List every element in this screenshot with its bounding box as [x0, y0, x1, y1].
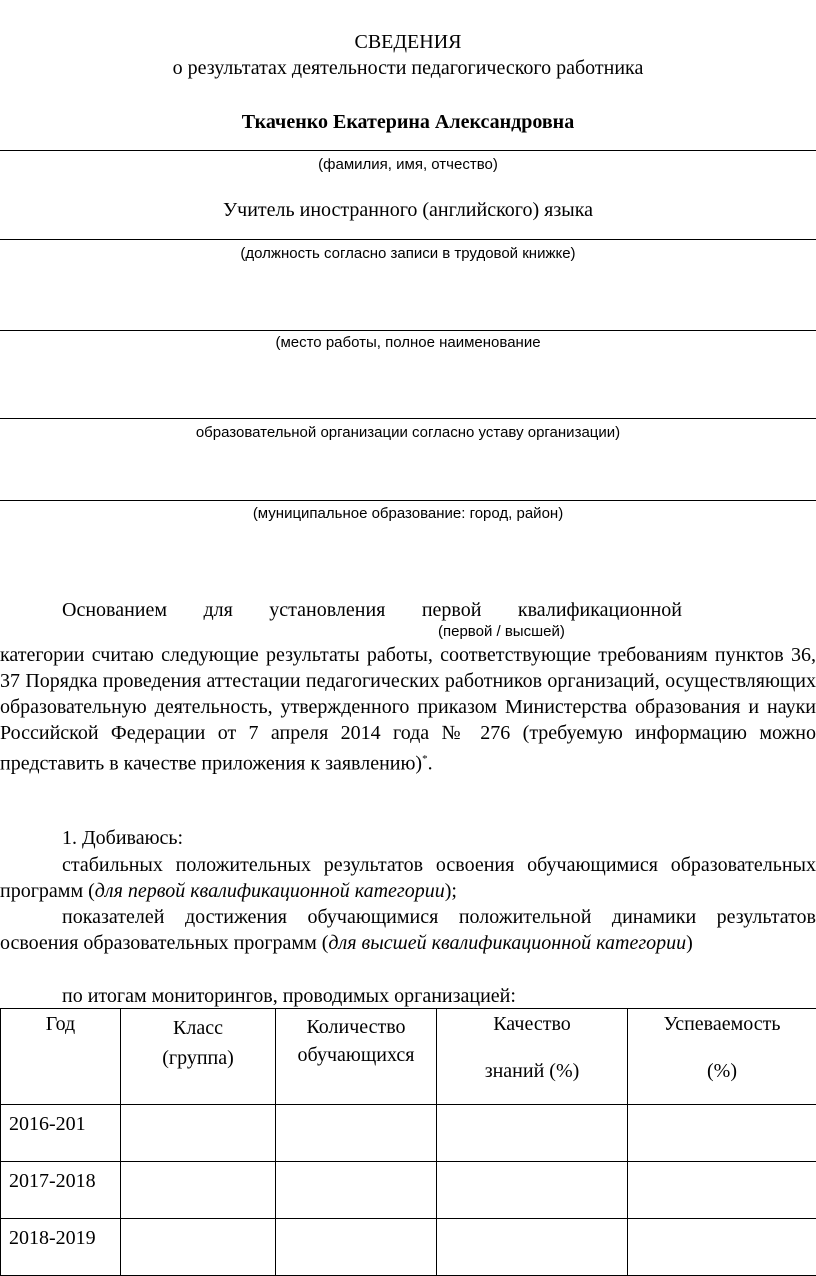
document-title: СВЕДЕНИЯ: [0, 30, 816, 54]
table-row: [1, 1162, 816, 1219]
category-caption: (первой / высшей): [438, 623, 565, 641]
item1-text: стабильных положительных результатов освоения обучающимися образовательных программ (: [0, 854, 816, 902]
header-class-sub: (группа): [121, 1043, 275, 1073]
employee-position: Учитель иностранного (английского) языка: [0, 198, 816, 222]
header-students-label: Количество: [276, 1013, 436, 1041]
cell-quality: [437, 1162, 628, 1219]
cell-students: [276, 1162, 437, 1219]
header-progress-label: Успеваемость: [628, 1013, 816, 1036]
cell-progress: [628, 1219, 816, 1276]
cell-progress: [628, 1162, 816, 1219]
table-row: [1, 1105, 816, 1162]
cell-progress: [628, 1105, 816, 1162]
basis-body-text: категории считаю следующие результаты работы, соответствующие требованиям пунктов 36, 37 Порядка проведения аттестации педагогических работников организаций, осуществляющих образовательную деятельность, утвержденного приказом Министерства образования и науки Российской Федерации от 7 апреля 2014 года № 276 (требуемую информацию можно представить в качестве приложения к заявлению): [0, 644, 816, 775]
workplace-underline: [0, 330, 816, 331]
workplace-caption: (место работы, полное наименование: [0, 334, 816, 352]
header-quality-label: Качество: [437, 1013, 627, 1036]
cell-year: 2018-2019: [1, 1219, 121, 1276]
cell-year: 2017-2018: [1, 1162, 121, 1219]
section-heading: 1. Добиваюсь:: [62, 826, 183, 850]
header-progress: [628, 1009, 816, 1105]
organization-underline: [0, 418, 816, 419]
header-students-sub: обучающихся: [276, 1041, 436, 1069]
header-year: [1, 1009, 121, 1105]
cell-students: [276, 1105, 437, 1162]
municipality-caption: (муниципальное образование: город, район): [0, 505, 816, 523]
cell-year: 2016-201: [1, 1105, 121, 1162]
basis-end: .: [428, 753, 433, 775]
monitoring-text: по итогам мониторингов, проводимых организацией:: [62, 984, 516, 1008]
basis-lead-text: Основанием для установления первой квалификационной: [62, 598, 682, 622]
header-quality-sub: знаний (%): [437, 1060, 627, 1083]
position-underline: [0, 239, 816, 240]
header-progress-sub: (%): [628, 1060, 816, 1083]
full-name-underline: [0, 150, 816, 151]
cell-quality: [437, 1105, 628, 1162]
item2-text: показателей достижения обучающимися положительной динамики результатов освоения образовательных программ (: [0, 906, 816, 954]
document-subtitle: о результатах деятельности педагогического работника: [0, 56, 816, 80]
header-students: [276, 1009, 437, 1105]
cell-class: [121, 1219, 276, 1276]
header-year-label: Год: [1, 1013, 120, 1036]
cell-students: [276, 1219, 437, 1276]
achievement-item-highest-category: [0, 904, 816, 956]
organization-caption: образовательной организации согласно уставу организации): [0, 424, 816, 442]
municipality-underline: [0, 500, 816, 501]
position-caption: (должность согласно записи в трудовой книжке): [0, 245, 816, 263]
header-class-label: Класс: [121, 1013, 275, 1043]
item1-end: );: [445, 880, 457, 902]
achievement-item-first-category: [0, 852, 816, 904]
item1-italic-note: для первой квалификационной категории: [95, 880, 445, 902]
full-name-caption: (фамилия, имя, отчество): [0, 156, 816, 174]
cell-quality: [437, 1219, 628, 1276]
item2-end: ): [686, 932, 693, 954]
item2-italic-note: для высшей квалификационной категории: [328, 932, 686, 954]
table-row: [1, 1219, 816, 1276]
basis-body-paragraph: [0, 642, 816, 777]
header-quality: [437, 1009, 628, 1105]
cell-class: [121, 1105, 276, 1162]
results-table: [0, 1008, 816, 1276]
header-class: [121, 1009, 276, 1105]
table-header-row: [1, 1009, 816, 1105]
employee-full-name: Ткаченко Екатерина Александровна: [0, 110, 816, 134]
cell-class: [121, 1162, 276, 1219]
footnote-mark: *: [422, 753, 428, 765]
